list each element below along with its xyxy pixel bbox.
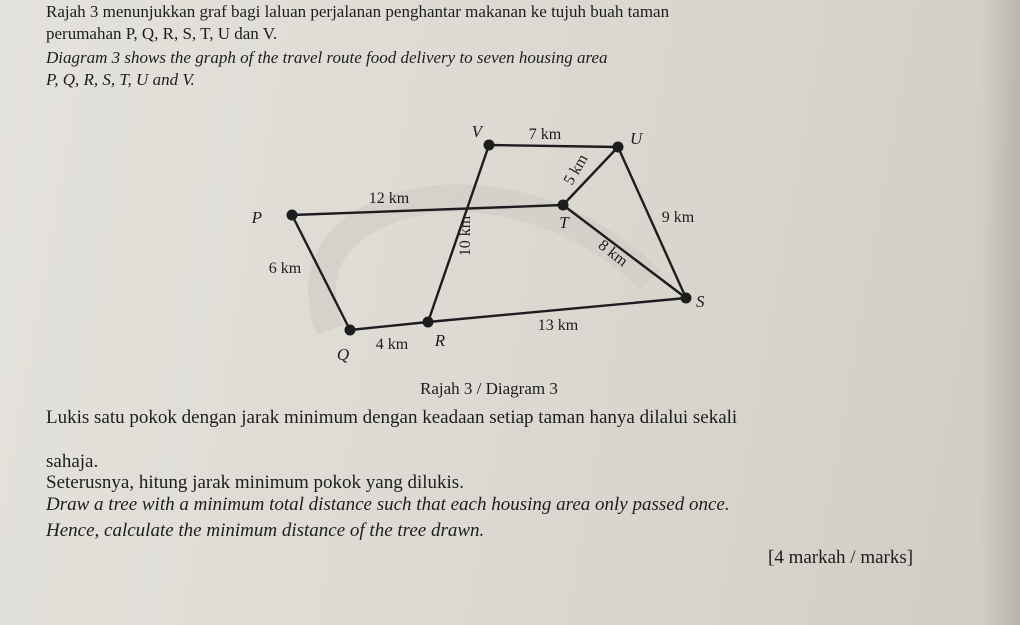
edge-label-p-q: 6 km [268,260,302,277]
vertex-label-u: U [630,129,643,148]
marks-allocation: [4 markah / marks] [768,547,914,568]
edge-label-t-s: 8 km [594,236,631,271]
vertex-label-t: T [559,213,569,232]
vertex-label-p: P [251,208,262,227]
vertex-label-q: Q [336,345,350,364]
task-malay-line-1: Lukis satu pokok dengan jarak minimum dengan keadaan setiap taman hanya dilalui sekali [46,407,738,428]
task-english-line-2: Hence, calculate the minimum distance of the tree drawn. [46,520,485,541]
vertex-u [613,142,624,153]
task-malay-line-3: Seterusnya, hitung jarak minimum pokok yang dilukis. [46,472,464,493]
vertex-t [558,200,569,211]
intro-malay-line-1: Rajah 3 menunjukkan graf bagi laluan perjalanan penghantar makanan ke tujuh buah taman [46,2,670,21]
background-watermark-swoosh [322,198,650,330]
vertex-label-r: R [434,331,446,350]
edge-label-r-s: 13 km [537,317,579,334]
diagram-caption: Rajah 3 / Diagram 3 [420,379,558,398]
edge-label-t-u: 5 km [560,151,592,189]
intro-malay-line-2: perumahan P, Q, R, S, T, U dan V. [46,24,278,43]
edge-label-u-s: 9 km [661,209,695,226]
edge-q-r [350,322,428,330]
edge-label-v-u: 7 km [528,126,562,143]
vertex-s [681,293,692,304]
edge-label-r-v: 10 km [457,215,474,257]
vertex-label-s: S [696,292,705,311]
vertex-v [484,140,495,151]
vertex-r [423,317,434,328]
intro-english-line-2: P, Q, R, S, T, U and V. [46,70,195,89]
task-malay-line-2: sahaja. [46,451,99,472]
edge-v-u [489,145,618,147]
edge-label-q-r: 4 km [375,336,409,353]
intro-english-line-1: Diagram 3 shows the graph of the travel route food delivery to seven housing area [46,48,608,67]
vertex-q [345,325,356,336]
vertex-p [287,210,298,221]
task-english-line-1: Draw a tree with a minimum total distance such that each housing area only passed once. [46,494,730,515]
edge-label-p-t: 12 km [368,190,410,207]
vertex-label-v: V [471,122,482,141]
